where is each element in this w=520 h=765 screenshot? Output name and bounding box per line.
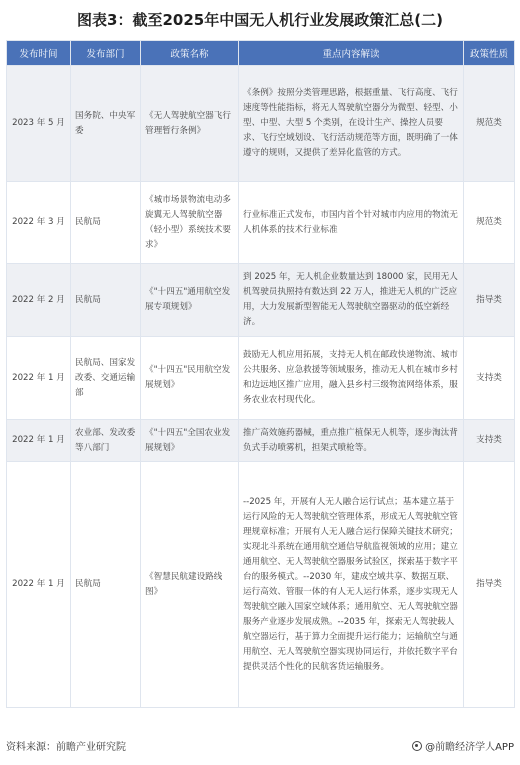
brand-logo-icon — [412, 741, 422, 751]
cell-dept: 国务院、中央军委 — [71, 66, 141, 182]
cell-dept: 农业部、发改委等八部门 — [71, 420, 141, 462]
cell-dept: 民航局 — [71, 462, 141, 708]
table-row — [7, 66, 515, 182]
cell-content: 《条例》按照分类管理思路，根据重量、飞行高度、飞行速度等性能指标，将无人驾驶航空器分为微型、轻型、小型、中型、大型 5 个类别，在设计生产、操控人员要求、飞行空域划设、飞行活动规范等方面，既明确了一体遵守的规则，又提供了差异化监管的方式。 — [239, 66, 464, 182]
brand-label: @前瞻经济学人APP — [425, 742, 514, 753]
cell-type: 规范类 — [464, 182, 515, 264]
cell-policy: 《"十四五"民用航空发展规划》 — [141, 337, 239, 420]
table-row — [7, 337, 515, 420]
cell-dept: 民航局 — [71, 182, 141, 264]
cell-content: 推广高效施药器械，重点推广植保无人机等，逐步淘汰背负式手动喷雾机，担架式喷枪等。 — [239, 420, 464, 462]
page-title: 图表3：截至2025年中国无人机行业发展政策汇总(二) — [77, 11, 443, 29]
cell-content: 鼓励无人机应用拓展，支持无人机在邮政快递物流、城市公共服务、应急救援等领域服务，推动无人机在城市乡村和边远地区推广应用，融入县乡村三级物流网络体系，服务农业农村现代化。 — [239, 337, 464, 420]
table-row — [7, 264, 515, 337]
cell-policy: 《"十四五"全国农业发展规划》 — [141, 420, 239, 462]
cell-dept: 民航局、国家发改委、交通运输部 — [71, 337, 141, 420]
cell-date: 2022 年 1 月 — [7, 337, 71, 420]
cell-dept: 民航局 — [71, 264, 141, 337]
cell-policy: 《智慧民航建设路线图》 — [141, 462, 239, 708]
header-policy: 政策名称 — [141, 41, 239, 66]
source-note: 资料来源：前瞻产业研究院 — [6, 742, 126, 753]
header-type: 政策性质 — [464, 41, 515, 66]
cell-content: 到 2025 年，无人机企业数量达到 18000 家，民用无人机驾驶员执照持有数达到 22 万人，推进无人机的广泛应用，大力发展新型智能无人驾驶航空器驱动的低空新经济。 — [239, 264, 464, 337]
policy-table — [6, 40, 515, 708]
cell-date: 2022 年 1 月 — [7, 420, 71, 462]
table-header-row — [7, 41, 515, 66]
cell-policy: 《城市场景物流电动多旋翼无人驾驶航空器（轻小型）系统技术要求》 — [141, 182, 239, 264]
cell-date: 2023 年 5 月 — [7, 66, 71, 182]
cell-type: 支持类 — [464, 420, 515, 462]
table-row — [7, 462, 515, 708]
cell-policy: 《无人驾驶航空器飞行管理暂行条例》 — [141, 66, 239, 182]
cell-date: 2022 年 1 月 — [7, 462, 71, 708]
table-row — [7, 420, 515, 462]
cell-policy: 《"十四五"通用航空发展专项规划》 — [141, 264, 239, 337]
cell-type: 指导类 — [464, 264, 515, 337]
cell-date: 2022 年 2 月 — [7, 264, 71, 337]
cell-content: 行业标准正式发布，市国内首个针对城市内应用的物流无人机体系的技术行业标准 — [239, 182, 464, 264]
header-content: 重点内容解读 — [239, 41, 464, 66]
header-dept: 发布部门 — [71, 41, 141, 66]
cell-type: 指导类 — [464, 462, 515, 708]
brand-credit — [412, 738, 514, 753]
cell-type: 支持类 — [464, 337, 515, 420]
cell-date: 2022 年 3 月 — [7, 182, 71, 264]
cell-content: --2025 年，开展有人无人融合运行试点；基本建立基于运行风险的无人驾驶航空管理体系，形成无人驾驶航空管理规章标准；开展有人无人融合运行保障关键技术研究；实现北斗系统在通用航空通信导航监视领域的应用；建立通用航空、无人驾驶航空器服务试验区，探索基于数字平台的服务模式。--2030 年，建成空域共享、数据互联、运行高效、管服一体的有人无人运行体系，逐步实现无人驾驶航空融入国家空域体系；通用航空、无人驾驶航空器服务产业逐步发展成熟。--2035 年，探索无人驾驶载人航空器运行，基于算力全面提升运行能力；运输航空与通用航空、无人驾驶航空器实现协同运行，并依托数字平台提供灵活个性化的民航客货运输服务。 — [239, 462, 464, 708]
header-date: 发布时间 — [7, 41, 71, 66]
cell-type: 规范类 — [464, 66, 515, 182]
table-row — [7, 182, 515, 264]
